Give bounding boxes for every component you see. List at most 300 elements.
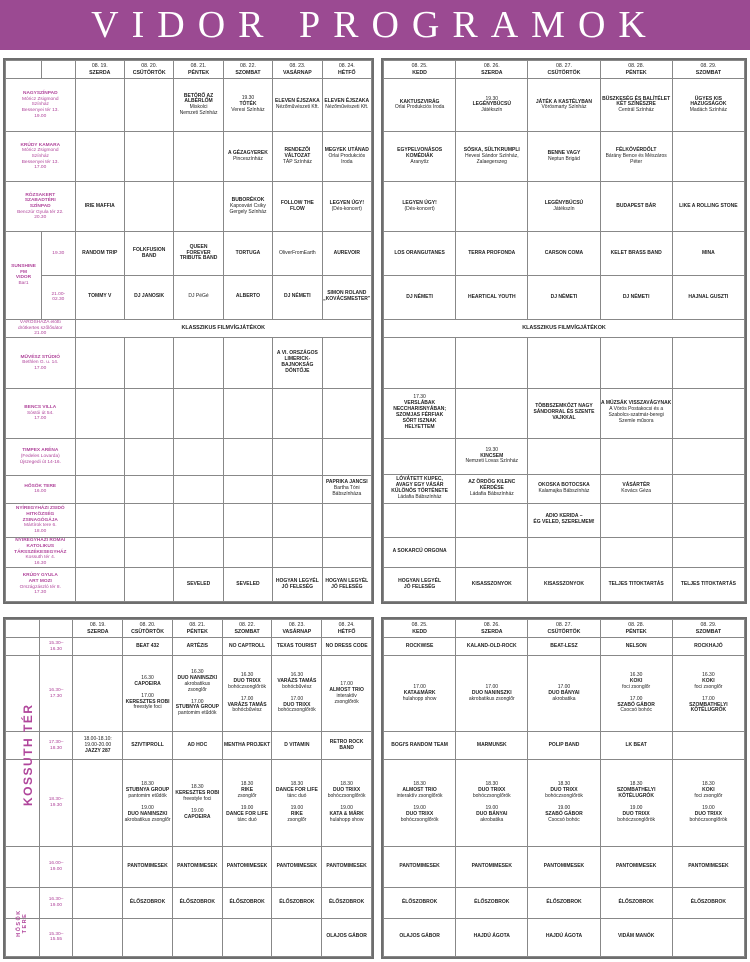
program-cell: BOGI'S RANDOM TEAM bbox=[384, 732, 456, 760]
program-cell: BEAT 432 bbox=[123, 638, 173, 656]
program-cell: ELEVEN ÉJSZAKA Nézőművészeti Kft. bbox=[273, 79, 322, 132]
program-cell: LÓVÁTETT KUPEC, AVAGY EGY VÁSÁR KÜLÖNÖS TÖRTÉNETE Ládafia Bábszínház bbox=[384, 475, 456, 504]
program-cell bbox=[172, 918, 222, 956]
program-cell: ADIO KERIDA – ÉG VELED, SZERELMEM! bbox=[528, 503, 600, 537]
program-cell: 18.30 STUBNYA GROUP pantomim etűdök 19.00 DUO NANINSZKI akrobatikus zsonglőr bbox=[123, 760, 173, 846]
program-cell bbox=[124, 438, 173, 475]
time-cell: 17.30– 18.30 bbox=[39, 732, 73, 760]
header-row bbox=[384, 620, 745, 638]
program-cell bbox=[273, 504, 322, 538]
program-cell: RANDOM TRIP bbox=[75, 232, 124, 276]
header-row bbox=[6, 61, 372, 79]
day-header: 08. 21. PÉNTEK bbox=[172, 620, 222, 638]
program-cell: 18.30 ALMOST TRIO interaktív zsonglőrök 19.00 DUO TRIXX bohóczsonglőrök bbox=[384, 760, 456, 846]
program-cell: 16.30 DUO NANINSZKI akrobatikus zsonglőr 17.00 STUBNYA GROUP pantomim etűdök bbox=[172, 656, 222, 732]
program-cell: ARTÉZIS bbox=[172, 638, 222, 656]
venue-row bbox=[384, 320, 745, 337]
time-row bbox=[384, 846, 745, 887]
program-cell bbox=[273, 438, 322, 475]
corner-cell bbox=[42, 61, 75, 79]
program-cell: DJ PéGé bbox=[174, 275, 223, 319]
program-cell: 18.30 DUO TRIXX bohóczsonglőrök 19.00 DUO BÁNYAI akrobatika bbox=[456, 760, 528, 846]
corner-cell bbox=[6, 61, 42, 79]
program-cell: ÉLŐSZOBROK bbox=[272, 887, 322, 918]
header-row bbox=[384, 61, 745, 79]
program-cell bbox=[456, 337, 528, 388]
program-cell: HOGYAN LEGYÉL JÓ FELESÉG bbox=[384, 568, 456, 602]
program-cell: NELSON bbox=[600, 638, 672, 656]
program-cell bbox=[124, 568, 173, 602]
day-header: 08. 22. SZOMBAT bbox=[223, 61, 272, 79]
venue-row bbox=[384, 132, 745, 182]
time-row bbox=[6, 846, 372, 887]
program-cell bbox=[528, 337, 600, 388]
program-cell bbox=[124, 475, 173, 504]
program-cell: CARSON COMA bbox=[528, 232, 600, 276]
program-cell: PANTOMIMESEK bbox=[123, 846, 173, 887]
time-row bbox=[384, 760, 745, 846]
program-cell bbox=[322, 338, 371, 389]
program-cell: KAKTUSZVIRÁG Orlai Produkciós Iroda bbox=[384, 79, 456, 132]
program-cell bbox=[174, 338, 223, 389]
program-cell: KISASSZONYOK bbox=[456, 568, 528, 602]
program-cell: LEGÉNYBÚCSÚ Játékszín bbox=[528, 182, 600, 232]
time-row bbox=[6, 760, 372, 846]
program-cell: NO DRESS CODE bbox=[322, 638, 372, 656]
side-cell bbox=[6, 638, 40, 656]
program-cell: DJ NÉMETI bbox=[600, 276, 672, 320]
corner-cell bbox=[39, 620, 73, 638]
program-cell bbox=[75, 475, 124, 504]
venue-row bbox=[384, 232, 745, 276]
program-cell: 16.30 VARÁZS TAMÁS bohócbűvész 17.00 DUO TRIXX bohóczsonglőrök bbox=[272, 656, 322, 732]
day-header: 08. 19. SZERDA bbox=[75, 61, 124, 79]
program-cell: BEAT-LESZ bbox=[528, 638, 600, 656]
program-cell: ÉLŐSZOBROK bbox=[123, 887, 173, 918]
program-cell: 17.00 DUO BÁNYAI akrobatika bbox=[528, 656, 600, 732]
program-cell: BENNE VAGY Neptun Brigád bbox=[528, 132, 600, 182]
time-row bbox=[384, 638, 745, 656]
venue-row bbox=[6, 438, 372, 475]
program-cell bbox=[223, 338, 272, 389]
schedule-table-week1 bbox=[5, 60, 372, 602]
program-cell bbox=[600, 537, 672, 568]
venue-row bbox=[384, 276, 745, 320]
header-row bbox=[6, 620, 372, 638]
program-cell: BUBORÉKOK Kaposvári Csiky Gergely Színház bbox=[223, 182, 272, 232]
program-cell bbox=[174, 388, 223, 438]
program-cell bbox=[75, 132, 124, 182]
street-table-week1 bbox=[5, 619, 372, 957]
program-cell: KLASSZIKUS FILMVÍGJÁTÉKOK bbox=[384, 320, 745, 337]
program-cell bbox=[73, 846, 123, 887]
side-cell bbox=[6, 846, 40, 887]
venue-cell: SUNSHINE FM VIDOR Bar1 bbox=[6, 232, 42, 320]
program-cell: OKOSKA BOTOCSKA Kalamajka Bábszínház bbox=[528, 475, 600, 504]
day-header: 08. 23. VASÁRNAP bbox=[273, 61, 322, 79]
venue-row bbox=[6, 568, 372, 602]
program-cell bbox=[384, 438, 456, 475]
day-header: 08. 28. PÉNTEK bbox=[600, 61, 672, 79]
panel-week1-street bbox=[3, 617, 374, 959]
program-cell: TOMMY V bbox=[75, 275, 124, 319]
program-cell: IRIE MAFFIA bbox=[75, 182, 124, 232]
time-row bbox=[6, 918, 372, 956]
program-cell: BÜSZKESÉG ÉS BALÍTÉLET KÉT SZÍNÉSZRE Centrál Színház bbox=[600, 79, 672, 132]
venue-row bbox=[384, 537, 745, 568]
time-cell: 19.30 bbox=[42, 232, 75, 276]
program-cell: QUEEN FOREVER TRIBUTE BAND bbox=[174, 232, 223, 276]
program-cell bbox=[456, 503, 528, 537]
program-cell: ROCKHAJÓ bbox=[672, 638, 744, 656]
program-cell: BUDAPEST BÁR bbox=[600, 182, 672, 232]
day-header: 08. 29. SZOMBAT bbox=[672, 61, 744, 79]
program-cell bbox=[124, 537, 173, 568]
schedule-table-week2 bbox=[383, 60, 745, 602]
program-cell: BETÖRŐ AZ ALBÉRLŐM Miskolci Nemzeti Színház bbox=[174, 79, 223, 132]
program-cell: ÉLŐSZOBROK bbox=[384, 887, 456, 918]
venue-row bbox=[6, 504, 372, 538]
program-cell: ÉLŐSZOBROK bbox=[172, 887, 222, 918]
venue-cell: VÁROSHÁZA előtti drótkertes szőlősátor 21.00 bbox=[6, 319, 76, 337]
program-cell: LK BEAT bbox=[600, 732, 672, 760]
time-cell: 15.30– 16.30 bbox=[39, 638, 73, 656]
program-cell: FOLKFUSION BAND bbox=[124, 232, 173, 276]
time-cell: 16.30– 17.30 bbox=[39, 656, 73, 732]
program-cell bbox=[223, 438, 272, 475]
program-cell: ALBERTO bbox=[223, 275, 272, 319]
program-cell bbox=[222, 918, 272, 956]
program-cell: ÜGYES KIS HAZUGSÁGOK Madách Színház bbox=[672, 79, 744, 132]
page-title: VIDOR PROGRAMOK bbox=[91, 4, 659, 46]
day-header: 08. 26. SZERDA bbox=[456, 61, 528, 79]
program-cell bbox=[600, 337, 672, 388]
program-cell bbox=[174, 504, 223, 538]
program-cell: A VI. ORSZÁGOS LIMERICK- BAJNOKSÁG DÖNTŐJE bbox=[273, 338, 322, 389]
venue-row bbox=[6, 182, 372, 232]
program-cell: LEGYEN ÚGY! (Dés-koncert) bbox=[384, 182, 456, 232]
venue-row bbox=[6, 232, 372, 276]
program-cell bbox=[73, 760, 123, 846]
venue-row bbox=[384, 182, 745, 232]
program-cell: 16.30 CAPOEIRA 17.00 KERESZTES ROBI freestyle foci bbox=[123, 656, 173, 732]
day-header: 08. 24. HÉTFŐ bbox=[322, 620, 372, 638]
program-cell: ELEVEN ÉJSZAKA Nézőművészeti Kft. bbox=[322, 79, 371, 132]
venue-row bbox=[384, 438, 745, 475]
program-cell bbox=[672, 132, 744, 182]
program-cell: A MÚZSÁK VISSZAVÁGYNAK A Vörös Postakocsi és a Szabolcs-szatmár-beregi Szemle műsora bbox=[600, 388, 672, 438]
program-cell bbox=[73, 918, 123, 956]
corner-cell bbox=[6, 620, 40, 638]
program-cell: LEGYEN ÚGY! (Dés-koncert) bbox=[322, 182, 371, 232]
program-cell: OliverFromEarth bbox=[273, 232, 322, 276]
program-cell: DJ NÉMETI bbox=[273, 275, 322, 319]
program-cell: KALAND-OLD-ROCK bbox=[456, 638, 528, 656]
program-cell bbox=[174, 537, 223, 568]
day-header: 08. 19. SZERDA bbox=[73, 620, 123, 638]
program-cell: SEVELED bbox=[223, 568, 272, 602]
program-cell: PAPRIKA JANCSI Bartha Tóni Bábszínháza bbox=[322, 475, 371, 504]
street-table-week2 bbox=[383, 619, 745, 957]
program-cell: OLAJOS GÁBOR bbox=[384, 918, 456, 956]
program-cell bbox=[75, 568, 124, 602]
program-cell bbox=[672, 732, 744, 760]
program-cell: PANTOMIMESEK bbox=[672, 846, 744, 887]
program-cell bbox=[322, 537, 371, 568]
program-cell: 16.30 DUO TRIXX bohóczsonglőrök 17.00 VARÁZS TAMÁS bohócbűvész bbox=[222, 656, 272, 732]
venue-row bbox=[6, 537, 372, 568]
program-cell: NO CAPTROLL bbox=[222, 638, 272, 656]
program-cell: TORTUGA bbox=[223, 232, 272, 276]
venue-row bbox=[6, 79, 372, 132]
program-cell: 19.30 KINCSEM Nemzeti Lovas Színház bbox=[456, 438, 528, 475]
program-cell bbox=[672, 537, 744, 568]
day-header: 08. 27. CSÜTÖRTÖK bbox=[528, 620, 600, 638]
program-cell bbox=[124, 338, 173, 389]
program-cell: HOGYAN LEGYÉL JÓ FELESÉG bbox=[273, 568, 322, 602]
program-cell: 18.30 SZOMBATHELYI KÖTÉLUGRÓK 19.00 DUO TRIXX bohóczsonglőrök bbox=[600, 760, 672, 846]
program-cell: PANTOMIMESEK bbox=[384, 846, 456, 887]
program-cell: VÁSÁRTÉR Kovács Géza bbox=[600, 475, 672, 504]
program-cell: TELJES TITOKTARTÁS bbox=[600, 568, 672, 602]
program-cell: POLIP BAND bbox=[528, 732, 600, 760]
program-cell bbox=[75, 338, 124, 389]
program-cell bbox=[600, 438, 672, 475]
program-cell: 17.00 ALMOST TRIO interaktív zsonglőrök bbox=[322, 656, 372, 732]
time-cell: 18.30– 19.30 bbox=[39, 760, 73, 846]
program-cell: AD HOC bbox=[172, 732, 222, 760]
program-cell bbox=[672, 475, 744, 504]
venue-cell: KRÚDY GYULA ART MOZI Országzászló tér 8. 17.30 bbox=[6, 568, 76, 602]
program-cell: ÉLŐSZOBROK bbox=[672, 887, 744, 918]
day-header: 08. 21. PÉNTEK bbox=[174, 61, 223, 79]
program-cell: 18.30 DUO TRIXX bohóczsonglőrök 19.00 SZABÓ GÁBOR Csocsó bohóc bbox=[528, 760, 600, 846]
program-cell: PANTOMIMESEK bbox=[456, 846, 528, 887]
program-cell bbox=[174, 132, 223, 182]
program-cell: SZIVTIPROLL bbox=[123, 732, 173, 760]
time-cell: 21.00- 02.30 bbox=[42, 275, 75, 319]
time-row bbox=[384, 656, 745, 732]
program-cell bbox=[600, 503, 672, 537]
day-header: 08. 27. CSÜTÖRTÖK bbox=[528, 61, 600, 79]
program-cell: LOS ORANGUTANES bbox=[384, 232, 456, 276]
program-cell: DJ NÉMETI bbox=[384, 276, 456, 320]
program-cell: AUREVOIR bbox=[322, 232, 371, 276]
program-cell bbox=[384, 337, 456, 388]
program-cell bbox=[528, 438, 600, 475]
kossuth-ter-label: KOSSUTH TÉR bbox=[21, 703, 35, 806]
venue-row bbox=[384, 79, 745, 132]
program-cell bbox=[384, 503, 456, 537]
venue-cell: BENCS VILLA Sóstói út 54. 17.00 bbox=[6, 388, 76, 438]
program-cell: HAJDÚ ÁGOTA bbox=[456, 918, 528, 956]
program-cell: 18.30 KOKI foci zsonglőr 19.00 DUO TRIXX bohóczsonglőrök bbox=[672, 760, 744, 846]
day-header: 08. 20. CSÜTÖRTÖK bbox=[124, 61, 173, 79]
program-cell: HAJNAL GUSZTI bbox=[672, 276, 744, 320]
day-header: 08. 23. VASÁRNAP bbox=[272, 620, 322, 638]
program-cell: FOLLOW THE FLOW bbox=[273, 182, 322, 232]
program-cell: PANTOMIMESEK bbox=[272, 846, 322, 887]
program-cell: FÉLKÖVÉRDŐLT Bárány Bence és Mészáros Péter bbox=[600, 132, 672, 182]
day-header: 08. 24. HÉTFŐ bbox=[322, 61, 371, 79]
program-cell bbox=[124, 182, 173, 232]
venue-cell: KRÚDY KAMARA Móricz Zsigmond Színház Bessenyei tér 13. 17.00 bbox=[6, 132, 76, 182]
program-cell bbox=[322, 438, 371, 475]
program-cell bbox=[124, 388, 173, 438]
program-cell bbox=[124, 79, 173, 132]
program-cell bbox=[124, 132, 173, 182]
venue-row bbox=[384, 568, 745, 602]
program-cell bbox=[174, 182, 223, 232]
venue-row bbox=[6, 388, 372, 438]
venue-cell: HŐSÖK TERE 16.00 bbox=[6, 475, 76, 504]
program-cell bbox=[322, 504, 371, 538]
program-cell bbox=[456, 182, 528, 232]
day-header: 08. 25. KEDD bbox=[384, 61, 456, 79]
program-cell: MEGYEK UTÁNAD Orlai Produkciós Iroda bbox=[322, 132, 371, 182]
program-cell bbox=[75, 79, 124, 132]
program-cell: OLAJOS GÁBOR bbox=[322, 918, 372, 956]
program-cell bbox=[272, 918, 322, 956]
program-cell: 18.30 DANCE FOR LIFE tánc duó 19.00 RIKE zsonglőr bbox=[272, 760, 322, 846]
time-cell: 16.30– 19.00 bbox=[39, 887, 73, 918]
program-cell bbox=[223, 537, 272, 568]
program-cell: MARMUNSK bbox=[456, 732, 528, 760]
program-cell bbox=[273, 537, 322, 568]
program-cell: 18.30 DUO TRIXX bohóczsonglőrök 19.00 KATA & MÁRK hulahopp show bbox=[322, 760, 372, 846]
program-cell: HOGYAN LEGYÉL JÓ FELESÉG bbox=[322, 568, 371, 602]
time-row bbox=[384, 732, 745, 760]
program-cell: KELET BRASS BAND bbox=[600, 232, 672, 276]
day-header: 08. 22. SZOMBAT bbox=[222, 620, 272, 638]
program-cell: KLASSZIKUS FILMVÍGJÁTÉKOK bbox=[75, 319, 371, 337]
program-cell: 18.00-18.10: 19.00-20.00 JAZZY 287 bbox=[73, 732, 123, 760]
program-cell bbox=[273, 475, 322, 504]
program-cell: SIMON ROLAND „KOVÁCSMESTER” bbox=[322, 275, 371, 319]
program-cell: ROCKWISE bbox=[384, 638, 456, 656]
program-cell bbox=[73, 887, 123, 918]
time-row bbox=[6, 638, 372, 656]
day-header: 08. 25. KEDD bbox=[384, 620, 456, 638]
program-cell: 16.30 KOKI foci zsonglőr 17.00 SZOMBATHELYI KÖTÉLUGRÓK bbox=[672, 656, 744, 732]
program-cell: RETRO ROCK BAND bbox=[322, 732, 372, 760]
program-cell: PANTOMIMESEK bbox=[322, 846, 372, 887]
program-cell: 18.30 KERESZTES ROBI freestyle foci 19.00 CAPOEIRA bbox=[172, 760, 222, 846]
program-cell: 17.00 DUO NANINSZKI akrobatikus zsonglőr bbox=[456, 656, 528, 732]
venue-cell: NYÍREGYHÁZI ZSIDÓ HITKÖZSÉG ZSINAGÓGÁJA Mártírok tere 6. 18.00 bbox=[6, 504, 76, 538]
program-cell: ÉLŐSZOBROK bbox=[322, 887, 372, 918]
program-cell: DJ JANOSIK bbox=[124, 275, 173, 319]
program-cell: LIKE A ROLLING STONE bbox=[672, 182, 744, 232]
program-cell bbox=[672, 388, 744, 438]
panel-week1-theatre bbox=[3, 58, 374, 604]
program-cell: ÉLŐSZOBROK bbox=[222, 887, 272, 918]
program-cell: TERRA PROFONDA bbox=[456, 232, 528, 276]
venue-cell: RÓZSAKERT SZABADTÉRI SZÍNPAD Benczúr Gyula tér 22. 20.30 bbox=[6, 182, 76, 232]
time-cell: 15.30– 15.55 bbox=[39, 918, 73, 956]
time-row bbox=[6, 887, 372, 918]
venue-row bbox=[6, 475, 372, 504]
time-row bbox=[384, 918, 745, 956]
program-cell bbox=[73, 656, 123, 732]
program-cell: 18.30 RIKE zsonglőr 19.00 DANCE FOR LIFE tánc duó bbox=[222, 760, 272, 846]
program-cell bbox=[174, 475, 223, 504]
program-cell bbox=[123, 918, 173, 956]
program-cell: ÉLŐSZOBROK bbox=[600, 887, 672, 918]
hosok-tere-label: HŐSÖK TERE bbox=[15, 909, 28, 937]
venue-cell: TIMPEX ARÉNA (Fedeles Lovarda) Újszegedi út 14-16. bbox=[6, 438, 76, 475]
program-cell bbox=[73, 638, 123, 656]
program-cell: A GÉZAGYEREK Pinceszínház bbox=[223, 132, 272, 182]
page-header bbox=[0, 0, 750, 50]
program-cell bbox=[672, 337, 744, 388]
program-cell bbox=[528, 537, 600, 568]
program-cell: ÉLŐSZOBROK bbox=[456, 887, 528, 918]
venue-row bbox=[6, 275, 372, 319]
program-cell: TELJES TITOKTARTÁS bbox=[672, 568, 744, 602]
program-cell bbox=[273, 388, 322, 438]
program-cell bbox=[75, 438, 124, 475]
program-cell: PANTOMIMESEK bbox=[528, 846, 600, 887]
venue-row bbox=[384, 388, 745, 438]
venue-cell: MŰVÉSZ STÚDIÓ Bethlen G. u. 14. 17.00 bbox=[6, 338, 76, 389]
program-cell bbox=[672, 503, 744, 537]
program-cell: TEXAS TOURIST bbox=[272, 638, 322, 656]
time-row bbox=[6, 732, 372, 760]
program-cell: 17.00 KATA&MÁRK hulahopp show bbox=[384, 656, 456, 732]
program-cell: PANTOMIMESEK bbox=[222, 846, 272, 887]
day-header: 08. 20. CSÜTÖRTÖK bbox=[123, 620, 173, 638]
venue-cell: NYÍREGYHÁZI RÓMAI KATOLIKUS TÁRSSZÉKESEGYHÁZ Kossuth tér 4. 16.30 bbox=[6, 537, 76, 568]
program-cell: MINA bbox=[672, 232, 744, 276]
program-cell: DJ NÉMETI bbox=[528, 276, 600, 320]
panel-week2-street bbox=[381, 617, 747, 959]
program-cell: 17.30 VERSLÁBAK NECCHARISNYÁBAN; SZOMJAS FÉRFIAK SÖRT ISZNAK HELYETTEM bbox=[384, 388, 456, 438]
program-cell bbox=[223, 504, 272, 538]
program-cell bbox=[672, 918, 744, 956]
program-cell: TÖBBSZEMKÖZT NAGY SÁNDORRAL ÉS SZENTE VAJKKAL bbox=[528, 388, 600, 438]
program-cell: SEVELED bbox=[174, 568, 223, 602]
program-cell: HAJDÚ ÁGOTA bbox=[528, 918, 600, 956]
venue-row bbox=[384, 337, 745, 388]
program-cell: 16.30 KOKI foci zsonglőr 17.00 SZABÓ GÁBOR Csocsó bohóc bbox=[600, 656, 672, 732]
program-cell: ÉLŐSZOBROK bbox=[528, 887, 600, 918]
panel-week2-theatre bbox=[381, 58, 747, 604]
day-header: 08. 29. SZOMBAT bbox=[672, 620, 744, 638]
program-cell bbox=[322, 388, 371, 438]
program-cell: EGYPELVONÁSOS KOMÉDIÁK Aranytíz bbox=[384, 132, 456, 182]
program-cell: PANTOMIMESEK bbox=[600, 846, 672, 887]
venue-row bbox=[6, 132, 372, 182]
venue-cell: NAGYSZÍNPAD Móricz Zsigmond Színház Bessenyei tér 13. 19.00 bbox=[6, 79, 76, 132]
program-cell bbox=[672, 438, 744, 475]
program-cell bbox=[223, 388, 272, 438]
program-cell bbox=[456, 388, 528, 438]
program-cell: VIDÁM MANÓK bbox=[600, 918, 672, 956]
program-cell: 19.30 LEGÉNYBÚCSÚ Játékszín bbox=[456, 79, 528, 132]
program-cell: SÓSKA, SÜLTKRUMPLI Hevesi Sándor Színház, Zalaegerszeg bbox=[456, 132, 528, 182]
time-row bbox=[384, 887, 745, 918]
program-cell: A SOKARCÚ ORGONA bbox=[384, 537, 456, 568]
day-header: 08. 28. PÉNTEK bbox=[600, 620, 672, 638]
venue-row bbox=[384, 503, 745, 537]
venue-row bbox=[384, 475, 745, 504]
program-cell bbox=[174, 438, 223, 475]
program-cell bbox=[124, 504, 173, 538]
venue-row bbox=[6, 338, 372, 389]
program-cell: D VITAMIN bbox=[272, 732, 322, 760]
program-cell bbox=[75, 504, 124, 538]
